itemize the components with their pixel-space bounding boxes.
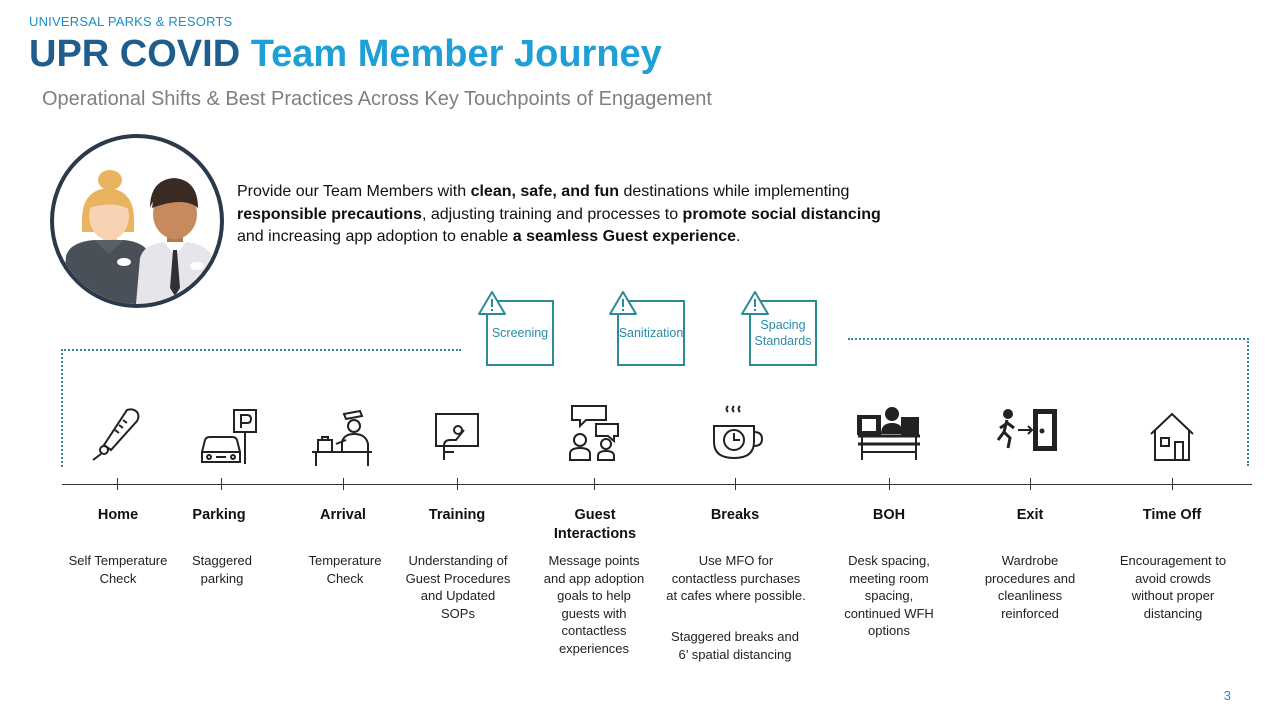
- desk-icon: [854, 404, 924, 466]
- intro-text-1: Provide our Team Members with: [237, 183, 471, 200]
- security-check-icon: [308, 404, 378, 466]
- title-part-2: Team Member Journey: [250, 33, 662, 75]
- timeline-tick: [735, 478, 736, 490]
- intro-bold-4: a seamless Guest experience: [512, 228, 737, 245]
- stage-label-home: Home: [97, 507, 139, 523]
- presentation-icon: [422, 404, 492, 466]
- stage-label-breaks: Breaks: [710, 507, 760, 523]
- stage-label-boh: BOH: [872, 507, 906, 523]
- coffee-clock-icon: [700, 404, 770, 466]
- stage-desc-breaks: Use MFO for contactless purchases at cafes where possible.: [666, 553, 806, 603]
- intro-bold-1: clean, safe, and fun: [470, 183, 620, 200]
- stage-desc-parking: Staggered parking: [192, 553, 252, 586]
- home-icon: [1137, 404, 1207, 466]
- stage-desc-boh: Desk spacing, meeting room spacing, continued WFH options: [844, 553, 934, 638]
- stage-label-training: Training: [428, 507, 486, 523]
- warning-icon: [477, 290, 507, 316]
- team-members-avatar: [50, 134, 224, 308]
- parking-icon: [196, 404, 266, 466]
- warning-icon: [740, 290, 770, 316]
- pillar-label: Sanitization: [618, 326, 684, 340]
- intro-text-2: destinations while implementing: [619, 183, 850, 200]
- timeline-tick: [1172, 478, 1173, 490]
- conversation-icon: [560, 404, 630, 466]
- pillar-label: Screening: [491, 326, 549, 340]
- intro-bold-3: promote social distancing: [682, 205, 881, 223]
- intro-paragraph: [237, 181, 937, 249]
- stage-label-time-off: Time Off: [1142, 507, 1202, 523]
- stage-label-exit: Exit: [1016, 507, 1044, 523]
- timeline-tick: [343, 478, 344, 490]
- page-title: [29, 33, 662, 76]
- page-number: 3: [1223, 688, 1231, 703]
- stage-desc-arrival: Temperature Check: [308, 553, 382, 586]
- stage-desc-exit: Wardrobe procedures and cleanliness reinforced: [984, 553, 1076, 621]
- timeline-tick: [117, 478, 118, 490]
- timeline-tick: [1030, 478, 1031, 490]
- timeline-axis: [62, 484, 1252, 485]
- intro-bold-2: responsible precautions: [237, 205, 422, 223]
- intro-text-4: and increasing app adoption to enable: [237, 228, 513, 245]
- stage-label-parking: Parking: [192, 507, 246, 523]
- timeline-tick: [221, 478, 222, 490]
- timeline-tick: [457, 478, 458, 490]
- stage-desc-home: Self Temperature Check: [68, 553, 168, 586]
- stage-desc-training: Understanding of Guest Procedures and Updated SOPs: [405, 553, 511, 621]
- page-subtitle: Operational Shifts & Best Practices Across Key Touchpoints of Engagement: [42, 88, 712, 110]
- title-part-1: UPR COVID: [29, 33, 241, 75]
- pillar-label: Spacing Standards: [754, 318, 812, 348]
- timeline-tick: [594, 478, 595, 490]
- timeline-tick: [889, 478, 890, 490]
- stage-desc-guest-interactions: Message points and app adoption goals to help guests with contactless experiences: [543, 553, 645, 656]
- stage-label-guest-interactions: Guest Interactions: [553, 507, 637, 542]
- intro-text-3: , adjusting training and processes to: [421, 205, 683, 223]
- stage-label-arrival: Arrival: [320, 507, 366, 523]
- warning-icon: [608, 290, 638, 316]
- thermometer-icon: [83, 404, 153, 466]
- intro-text-5: .: [736, 228, 741, 245]
- exit-icon: [996, 404, 1066, 466]
- stage-desc-time-off: Encouragement to avoid crowds without proper distancing: [1119, 553, 1227, 621]
- stage-desc-breaks-2: Staggered breaks and 6’ spatial distancing: [671, 629, 799, 662]
- kicker-label: UNIVERSAL PARKS & RESORTS: [29, 14, 233, 29]
